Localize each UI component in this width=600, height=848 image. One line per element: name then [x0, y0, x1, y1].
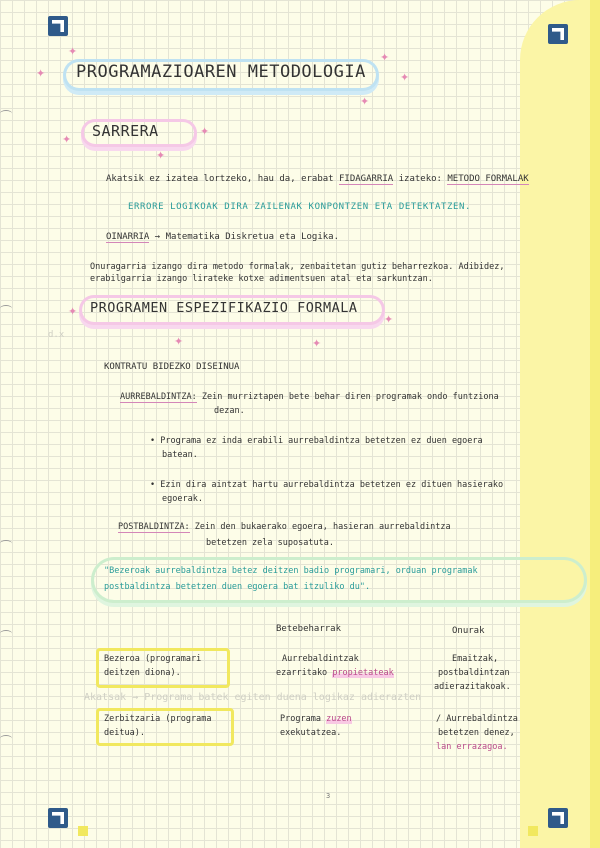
zerbitzaria-onura-3: lan errazagoa. [436, 742, 508, 752]
bullet2-line1: • Ezin dira aintzat hartu aurrebaldintza betetzen ez dituen hasierako [150, 480, 504, 490]
star-icon: ✦ [380, 51, 390, 64]
bullet2-line2: egoerak. [162, 494, 203, 504]
postbaldintza-line2: betetzen zela suposatuta. [206, 538, 334, 548]
bullet1-line1: • Programa ez inda erabili aurrebaldintza betetzen ez duen egoera [150, 436, 483, 446]
zerbitzaria-onura-2: betetzen denez, [438, 728, 515, 738]
zerbitzaria-onura-1: / Aurrebaldintza [436, 714, 518, 724]
postbaldintza-text: Zein den bukaerako egoera, hasieran aurrebaldintza [194, 522, 451, 532]
star-icon: ✦ [156, 149, 166, 162]
binder-hole [0, 540, 12, 547]
errore-logikoak-line: ERRORE LOGIKOAK DIRA ZAILENAK KONPONTZEN ETA DETEKTATZEN. [128, 202, 472, 212]
quote-line2: postbaldintza betetzen duen egoera bat itzuliko du". [104, 582, 371, 592]
postbaldintza-line1 [118, 522, 451, 532]
zerbitzaria-label-1: Zerbitzaria (programa [104, 714, 212, 724]
ghost-text: Akatsak → Programa batek egiten duena logikaz adierazten [84, 692, 422, 703]
oinarria-label: OINARRIA [106, 232, 150, 242]
bezeroa-bete-1: Aurrebaldintzak [282, 654, 359, 664]
onuragarria-line1: Onuragarria izango dira metodo formalak, zenbaitetan gutiz beharrezkoa. Adibidez, [90, 262, 505, 272]
sarrera-line1 [106, 174, 529, 184]
yellow-square-mark [528, 826, 538, 836]
bullet2-text: Ezin dira aintzat hartu aurrebaldintza betetzen ez dituen hasierako [160, 480, 504, 490]
kontratu-heading: KONTRATU BIDEZKO DISEINUA [104, 362, 240, 372]
margin-note: d.x [48, 330, 65, 340]
bezeroa-label-1: Bezeroa (programari [104, 654, 202, 664]
star-icon: ✦ [36, 67, 46, 80]
ezarritako-word: ezarritako [276, 668, 328, 678]
bullet1-text: Programa ez inda erabili aurrebaldintza betetzen ez duen egoera [160, 436, 483, 446]
binder-hole [0, 735, 12, 742]
zerbitzaria-bete-2: exekutatzea. [280, 728, 342, 738]
yellow-page-edge-inner [520, 0, 590, 848]
star-icon: ✦ [62, 133, 72, 146]
zerbitzaria-bete-1 [280, 714, 352, 724]
bezeroa-onura-1: Emaitzak, [452, 654, 499, 664]
star-icon: ✦ [68, 45, 78, 58]
col-betebeharrak: Betebeharrak [276, 624, 342, 634]
star-icon: ✦ [384, 313, 394, 326]
bezeroa-onura-3: adierazitakoak. [434, 682, 511, 692]
bullet1-line2: batean. [162, 450, 198, 460]
corner-marker-top-right-icon [548, 24, 568, 44]
zuzen-word: zuzen [326, 714, 352, 724]
star-icon: ✦ [174, 335, 184, 348]
page-title: PROGRAMAZIOAREN METODOLOGIA [76, 62, 366, 82]
bezeroa-label-2: deitzen diona). [104, 668, 181, 678]
sarrera-line1-text: Akatsik ez izatea lortzeko, hau da, erabat [106, 174, 334, 184]
binder-hole [0, 630, 12, 637]
propietateak-word: propietateak [332, 668, 394, 678]
corner-marker-bottom-right-icon [548, 808, 568, 828]
binder-hole [0, 305, 12, 312]
page-number: 3 [326, 792, 331, 800]
corner-marker-bottom-left-icon [48, 808, 68, 828]
col-onurak: Onurak [452, 626, 485, 636]
espezifikazio-heading: PROGRAMEN ESPEZIFIKAZIO FORMALA [90, 300, 358, 316]
oinarria-text: → Matematika Diskretua eta Logika. [154, 232, 340, 242]
postbaldintza-label: POSTBALDINTZA: [118, 522, 190, 532]
oinarria-line [106, 232, 339, 242]
aurrebaldintza-line2: dezan. [214, 406, 245, 416]
zerbitzaria-label-2: deitua). [104, 728, 145, 738]
sarrera-line1-izateko: izateko: [398, 174, 442, 184]
sarrera-heading: SARRERA [92, 122, 159, 140]
metodo-formalak-word: METODO FORMALAK [447, 174, 529, 184]
quote-line1: "Bezeroak aurrebaldintza betez deitzen badio programari, orduan programak [104, 566, 478, 576]
onuragarria-line2: erabilgarria izango lirateke kotxe adimentsuen atal eta sarkuntzan. [90, 274, 433, 284]
star-icon: ✦ [400, 71, 410, 84]
star-icon: ✦ [312, 337, 322, 350]
aurrebaldintza-text: Zein murriztapen bete behar diren programak ondo funtziona [201, 392, 499, 402]
fidagarria-word: FIDAGARRIA [339, 174, 394, 184]
star-icon: ✦ [360, 95, 370, 108]
binder-hole [0, 110, 12, 117]
corner-marker-top-left-icon [48, 16, 68, 36]
yellow-square-mark [78, 826, 88, 836]
programa-word: Programa [280, 714, 321, 724]
star-icon: ✦ [68, 305, 78, 318]
aurrebaldintza-line1 [120, 392, 499, 402]
star-icon: ✦ [200, 125, 210, 138]
bezeroa-bete-2 [276, 668, 394, 678]
bezeroa-onura-2: postbaldintzan [438, 668, 510, 678]
aurrebaldintza-label: AURREBALDINTZA: [120, 392, 197, 402]
